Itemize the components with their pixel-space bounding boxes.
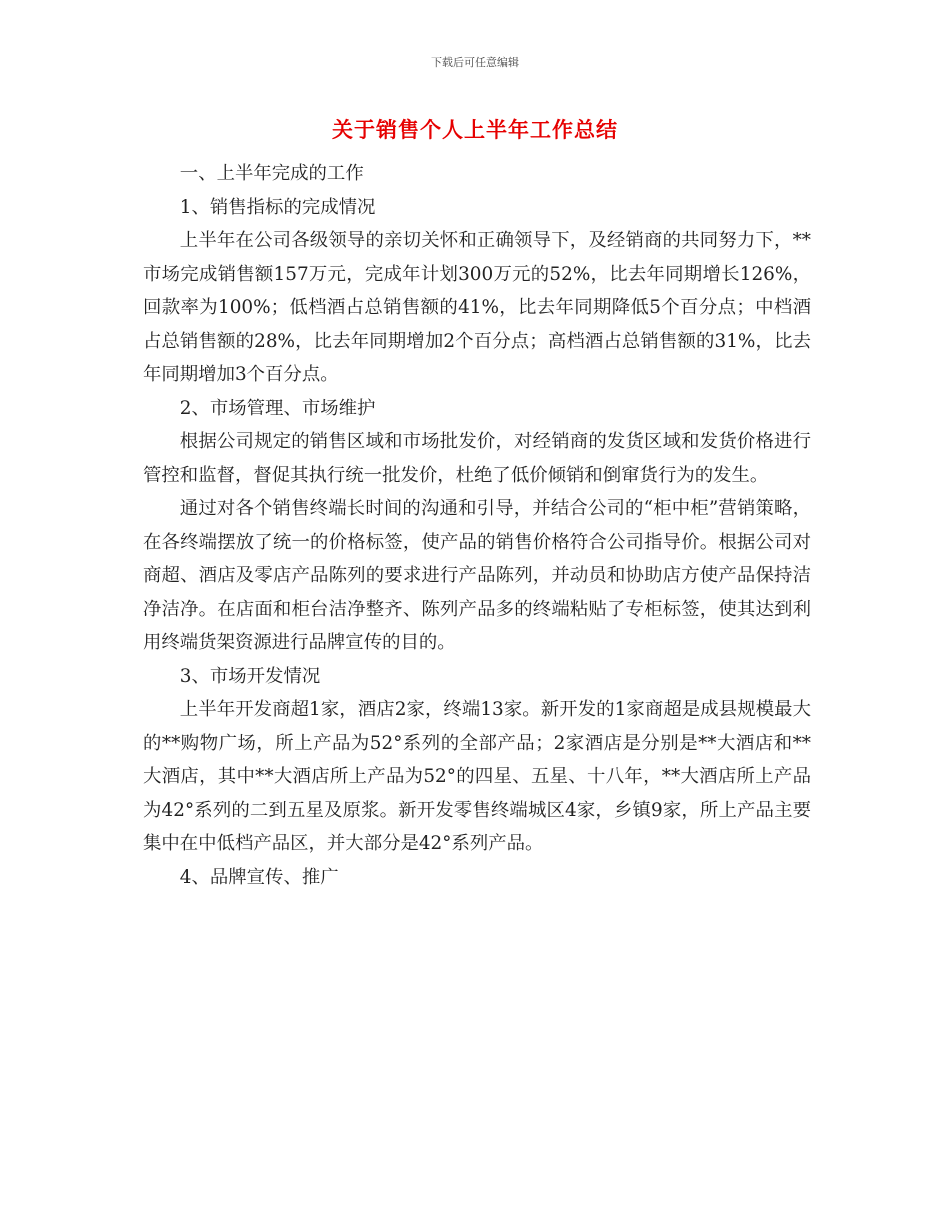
paragraph-price-control: 根据公司规定的销售区域和市场批发价，对经销商的发货区域和发货价格进行管控和监督，督促其执行统一批发价，杜绝了低价倾销和倒窜货行为的发生。 <box>143 431 811 486</box>
heading-first-half-work: 一、上半年完成的工作 <box>179 163 364 184</box>
header-note: 下载后可任意编辑 <box>431 56 519 69</box>
subheading-sales-targets: 1、销售指标的完成情况 <box>179 196 376 218</box>
paragraph-sales-results: 上半年在公司各级领导的亲切关怀和正确领导下，及经销商的共同努力下，**市场完成销售额157万元，完成年计划300万元的52%，比去年同期增长126%，回款率为100%；低档酒占总销售额的41%，比去年同期降低5个百分点；中档酒占总销售额的28%，比去年同期增加2个百分点；高档酒占总销售额的31%，比去年同期增加3个百分点。 <box>143 230 811 385</box>
document-title: 关于销售个人上半年工作总结 <box>332 118 618 142</box>
document-body <box>143 157 811 894</box>
paragraph-new-outlets: 上半年开发商超1家，酒店2家，终端13家。新开发的1家商超是成县规模最大的**购物广场，所上产品为52°系列的全部产品；2家酒店是分别是**大酒店和**大酒店，其中**大酒店所上产品为52°的四星、五星、十八年，**大酒店所上产品为42°系列的二到五星及原浆。新开发零售终端城区4家，乡镇9家，所上产品主要集中在中低档产品区，并大部分是42°系列产品。 <box>143 699 811 854</box>
subheading-market-development: 3、市场开发情况 <box>179 665 321 687</box>
subheading-brand-promotion: 4、品牌宣传、推广 <box>179 866 339 888</box>
paragraph-terminal-display: 通过对各个销售终端长时间的沟通和引导，并结合公司的“柜中柜”营销策略，在各终端摆放了统一的价格标签，使产品的销售价格符合公司指导价。根据公司对商超、酒店及零店产品陈列的要求进行产品陈列，并动员和协助店方使产品保持洁净洁净。在店面和柜台洁净整齐、陈列产品多的终端粘贴了专柜标签，使其达到利用终端货架资源进行品牌宣传的目的。 <box>143 498 811 653</box>
subheading-market-management: 2、市场管理、市场维护 <box>179 397 376 419</box>
